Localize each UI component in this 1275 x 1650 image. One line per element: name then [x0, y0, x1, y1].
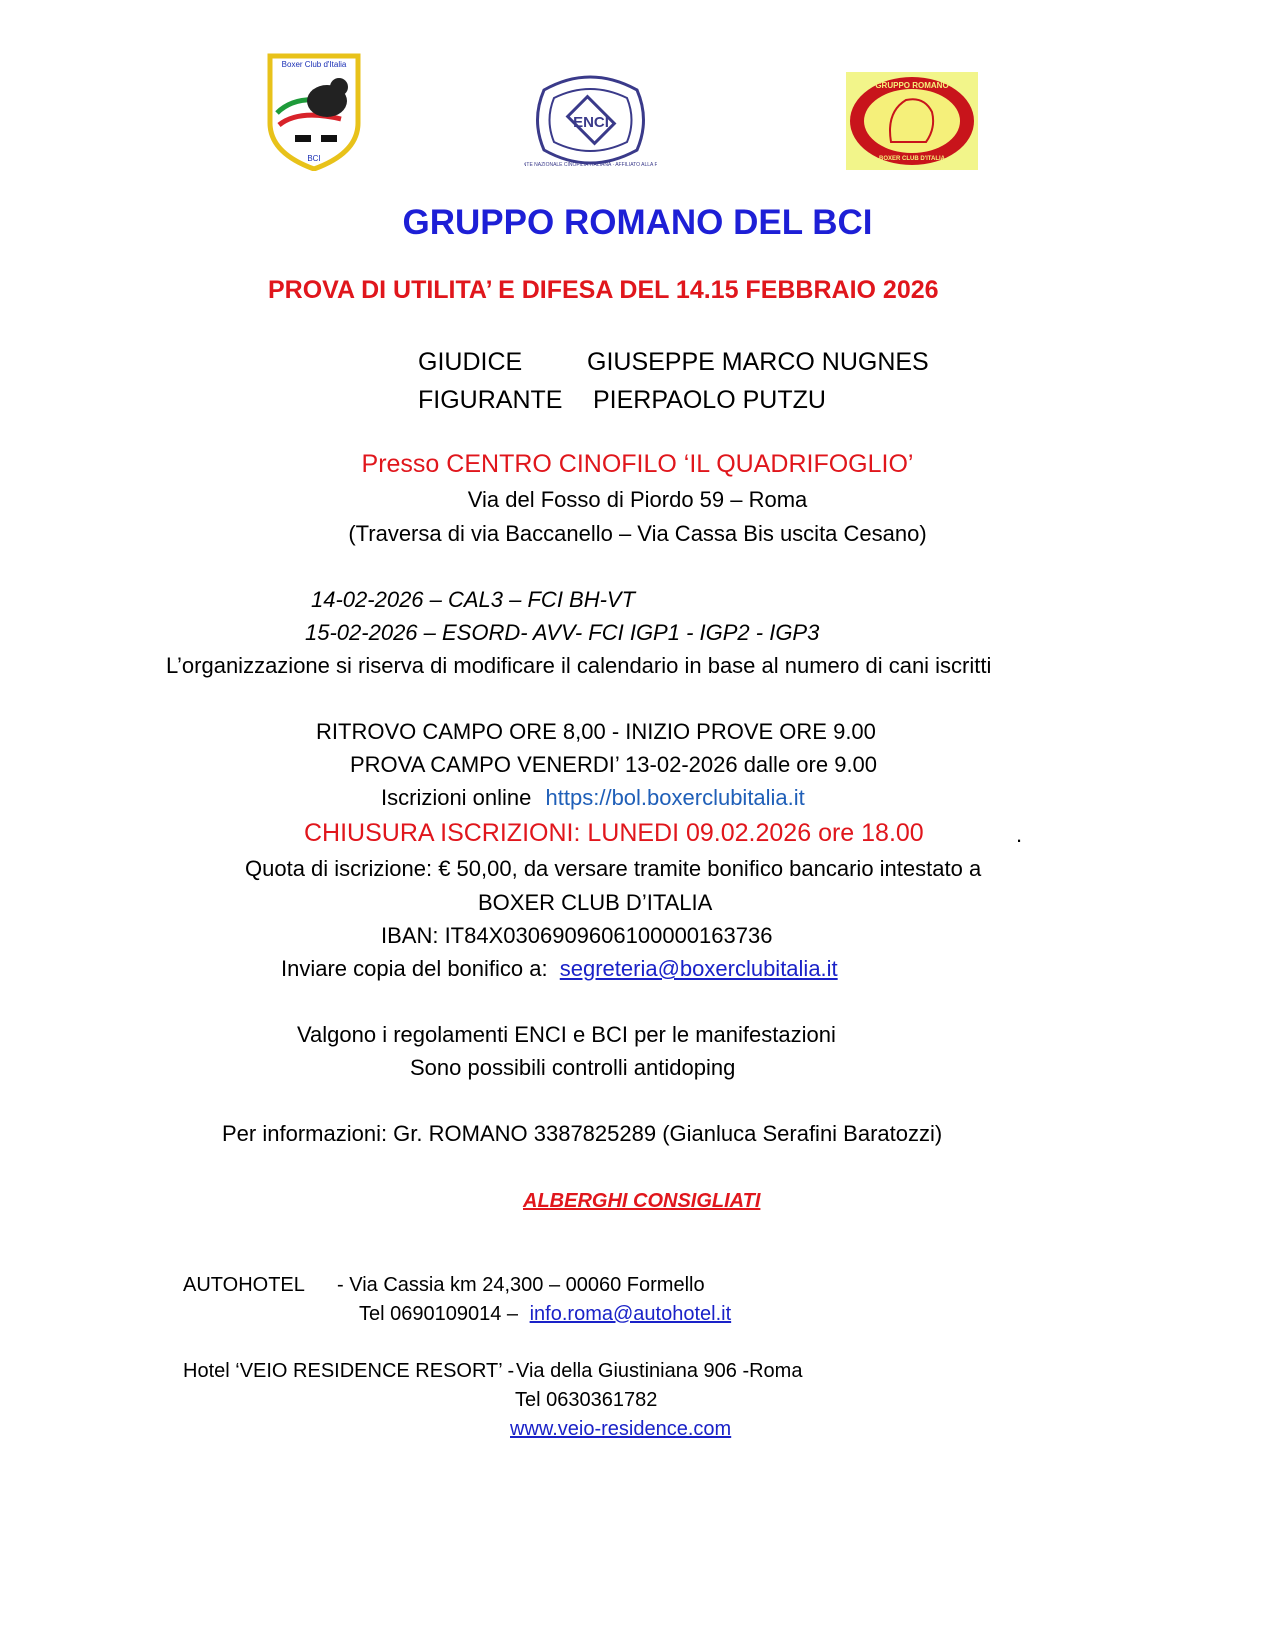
rules-line1: Valgono i regolamenti ENCI e BCI per le manifestazioni [297, 1022, 836, 1047]
judge-name: GIUSEPPE MARCO NUGNES [587, 348, 929, 376]
autohotel-email-link[interactable]: info.roma@autohotel.it [529, 1303, 732, 1325]
autohotel-name: AUTOHOTEL [183, 1274, 305, 1296]
gruppo-romano-emblem-icon [846, 72, 978, 170]
closing-dot: . [1016, 822, 1023, 847]
contact-info: Per informazioni: Gr. ROMANO 3387825289 (Gianluca Serafini Baratozzi) [222, 1121, 943, 1146]
enci-logo [524, 70, 657, 170]
bci-shield-icon [267, 53, 361, 171]
fee-text: Quota di iscrizione: € 50,00, da versare tramite bonifico bancario intestato a [245, 856, 982, 881]
autohotel-contact [359, 1303, 731, 1326]
iban: IBAN: IT84X0306909606100000163736 [381, 923, 773, 948]
svg-text:Boxer Club d'Italia: Boxer Club d'Italia [281, 60, 347, 69]
ritrovo-times: RITROVO CAMPO ORE 8,00 - INIZIO PROVE ORE 9.00 [316, 719, 876, 744]
event-subtitle: PROVA DI UTILITA’ E DIFESA DEL 14.15 FEBBRAIO 2026 [268, 276, 939, 304]
closing-date [304, 819, 924, 848]
page-title: GRUPPO ROMANO DEL BCI [402, 203, 873, 242]
schedule-note: L’organizzazione si riserva di modificare il calendario in base al numero di cani iscritti [166, 653, 992, 678]
online-label: Iscrizioni online [381, 785, 532, 810]
enci-emblem-icon [524, 70, 657, 170]
registration-link[interactable]: https://bol.boxerclubitalia.it [545, 785, 805, 810]
svg-text:BOXER CLUB D'ITALIA: BOXER CLUB D'ITALIA [879, 156, 945, 162]
venue-address: Via del Fosso di Piordo 59 – Roma [467, 487, 808, 512]
autohotel-address: - Via Cassia km 24,300 – 00060 Formello [337, 1274, 705, 1296]
prova-campo: PROVA CAMPO VENERDI’ 13-02-2026 dalle ore 9.00 [350, 752, 878, 777]
autohotel-tel: Tel 0690109014 – [359, 1303, 519, 1325]
veio-website-link[interactable]: www.veio-residence.com [510, 1418, 732, 1440]
veio-address: Via della Giustiniana 906 -Roma [516, 1360, 803, 1382]
venue-name: Presso CENTRO CINOFILO ‘IL QUADRIFOGLIO’ [361, 450, 914, 478]
gruppo-romano-logo [846, 72, 978, 170]
copy-instruction [281, 956, 838, 982]
rules-line2: Sono possibili controlli antidoping [410, 1055, 736, 1080]
copy-label: Inviare copia del bonifico a: [281, 956, 548, 981]
svg-text:ENCI: ENCI [573, 114, 609, 131]
schedule-day1: 14-02-2026 – CAL3 – FCI BH-VT [311, 587, 636, 612]
veio-tel: Tel 0630361782 [515, 1389, 658, 1411]
svg-text:ENTE NAZIONALE CINOFILIA ITALI: ENTE NAZIONALE CINOFILIA ITALIANA · AFFILIATO ALLA FCI [524, 162, 657, 168]
bci-logo [267, 53, 361, 171]
venue-directions: (Traversa di via Baccanello – Via Cassa Bis uscita Cesano) [348, 521, 927, 546]
svg-text:GRUPPO ROMANO: GRUPPO ROMANO [875, 81, 949, 90]
svg-text:BCI: BCI [307, 154, 321, 163]
closing-text: CHIUSURA ISCRIZIONI: LUNEDI 09.02.2026 ore 18.00 [304, 819, 924, 847]
figurant-label: FIGURANTE [418, 386, 563, 414]
veio-name: Hotel ‘VEIO RESIDENCE RESORT’ - [183, 1360, 515, 1382]
judge-label: GIUDICE [418, 348, 523, 376]
figurant-name: PIERPAOLO PUTZU [593, 386, 826, 414]
schedule-day2: 15-02-2026 – ESORD- AVV- FCI IGP1 - IGP2 - IGP3 [305, 620, 820, 645]
hotels-heading: ALBERGHI CONSIGLIATI [523, 1190, 761, 1212]
beneficiary: BOXER CLUB D’ITALIA [478, 890, 713, 915]
segreteria-email-link[interactable]: segreteria@boxerclubitalia.it [559, 956, 838, 981]
online-registration [381, 785, 805, 811]
